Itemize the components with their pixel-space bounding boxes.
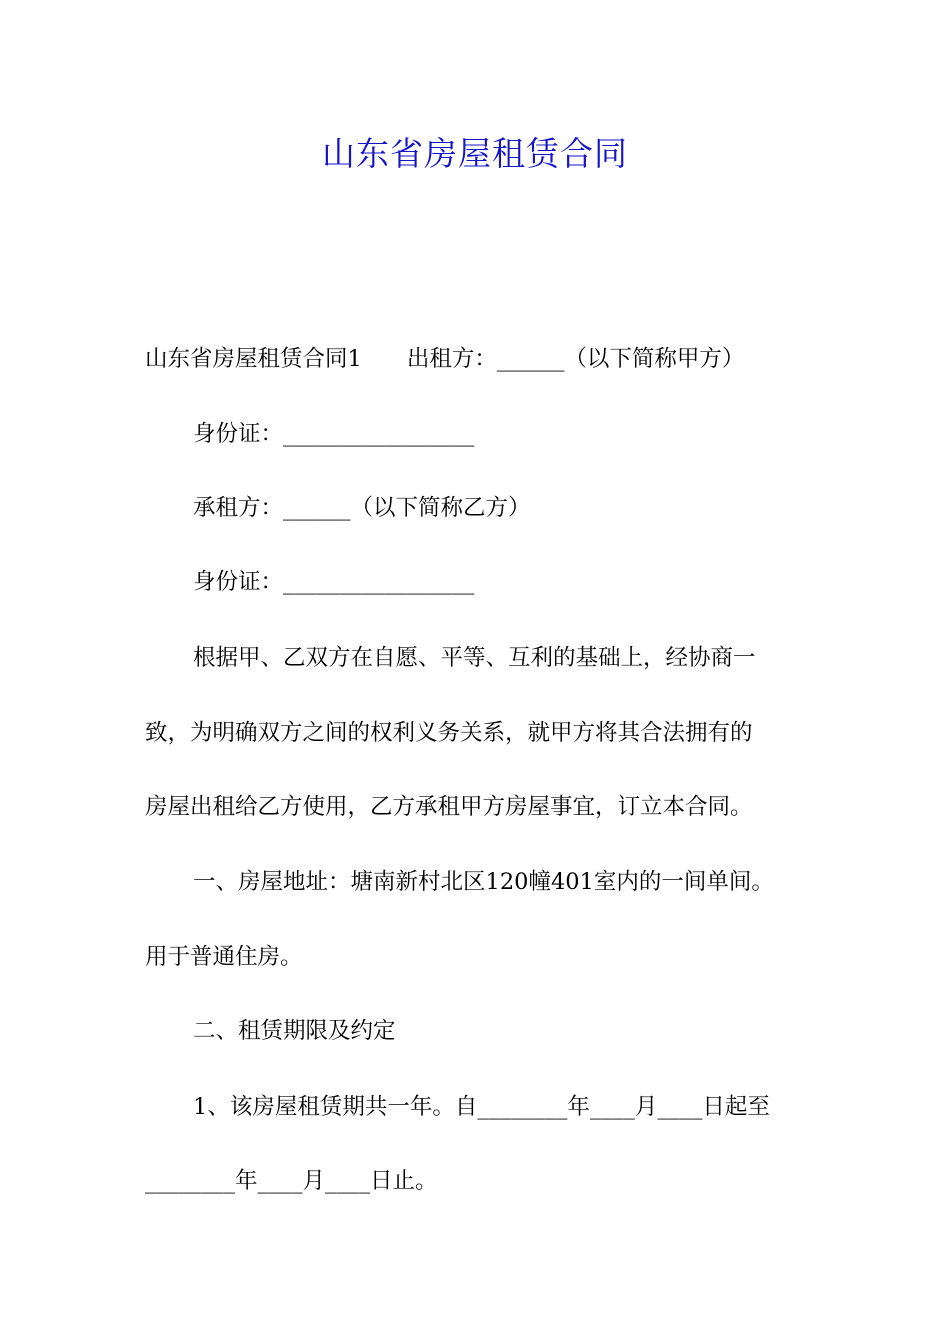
clause-one-line: 一、房屋地址：塘南新村北区120幢401室内的一间单间。 [193,869,774,895]
lessee-line: 承租方：______（以下简称乙方） [193,495,531,521]
clause-one-continuation: 用于普通住房。 [145,944,303,970]
contract-intro-line: 山东省房屋租赁合同1 出租方：______（以下简称甲方） [145,346,745,372]
paragraph-line: 根据甲、乙双方在自愿、平等、互利的基础上，经协商一 [193,645,756,671]
lease-term-line: 1、该房屋租赁期共一年。自________年____月____日起至 [193,1094,770,1120]
lessor-id-line: 身份证：_________________ [193,421,475,447]
document-title: 山东省房屋租赁合同 [322,134,628,173]
clause-two-heading: 二、租赁期限及约定 [193,1018,396,1044]
lessee-id-line: 身份证：_________________ [193,569,475,595]
paragraph-line: 房屋出租给乙方使用，乙方承租甲方房屋事宜，订立本合同。 [145,794,753,820]
lease-term-continuation: ________年____月____日止。 [145,1168,438,1194]
paragraph-line: 致，为明确双方之间的权利义务关系，就甲方将其合法拥有的 [145,720,753,746]
